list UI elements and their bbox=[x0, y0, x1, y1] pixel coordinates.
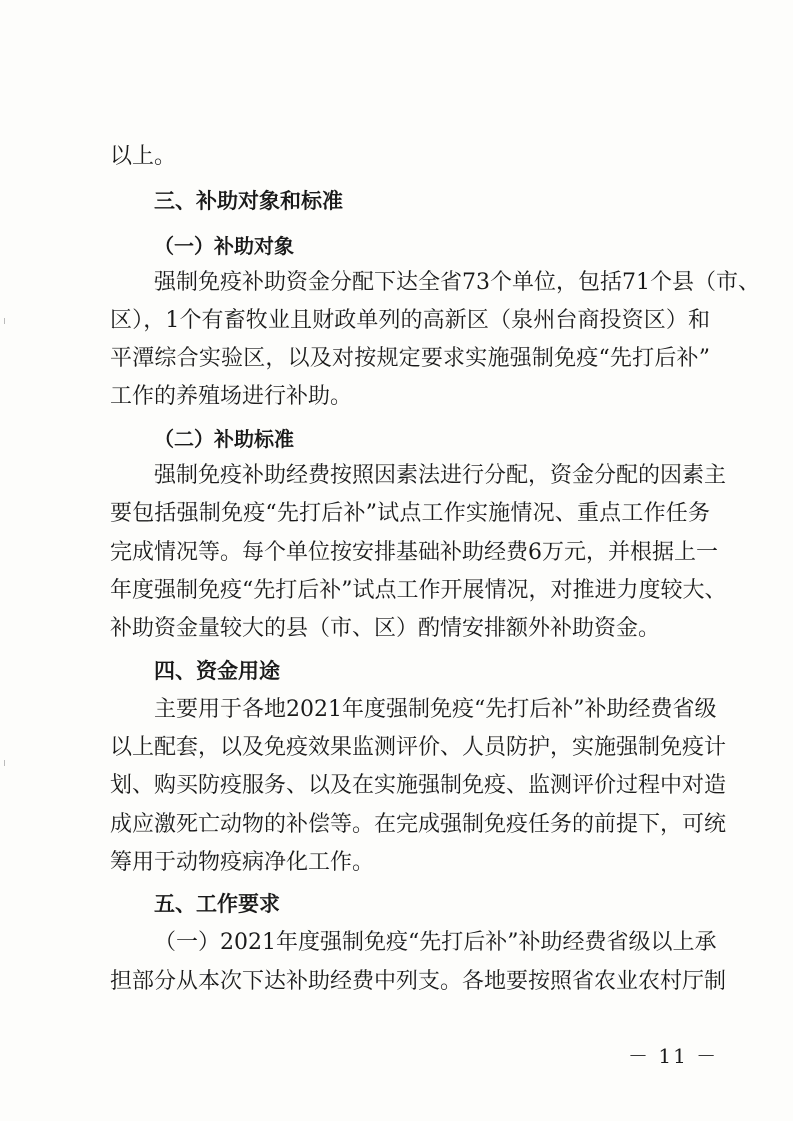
text-line: 筹用于动物疫病净化工作。 bbox=[110, 850, 375, 875]
scan-margin-mark bbox=[4, 318, 5, 324]
subsection-heading: （二）补助标准 bbox=[154, 427, 294, 451]
text-line: 平潭综合实验区，以及对按规定要求实施强制免疫“先打后补” bbox=[110, 346, 710, 371]
scan-margin-mark bbox=[4, 760, 5, 766]
section-heading: 五、工作要求 bbox=[154, 892, 280, 916]
text-line: 完成情况等。每个单位按安排基础补助经费6万元，并根据上一 bbox=[110, 540, 718, 565]
text-line: 要包括强制免疫“先打后补”试点工作实施情况、重点工作任务 bbox=[110, 501, 710, 526]
text-line: 成应激死亡动物的补偿等。在完成强制免疫任务的前提下，可统 bbox=[110, 812, 727, 837]
section-heading: 三、补助对象和标准 bbox=[154, 189, 343, 213]
page-number: － 11 － bbox=[628, 1044, 719, 1068]
text-line: 年度强制免疫“先打后补”试点工作开展情况，对推进力度较大、 bbox=[110, 578, 727, 603]
text-line: 主要用于各地2021年度强制免疫“先打后补”补助经费省级 bbox=[154, 697, 717, 722]
text-line: 划、购买防疫服务、以及在实施强制免疫、监测评价过程中对造 bbox=[110, 773, 727, 798]
subsection-heading: （一）补助对象 bbox=[154, 234, 294, 258]
section-heading: 四、资金用途 bbox=[154, 659, 280, 683]
text-line: 强制免疫补助经费按照因素法进行分配，资金分配的因素主 bbox=[154, 463, 727, 488]
text-line: 以上。 bbox=[110, 144, 177, 169]
text-line: 强制免疫补助资金分配下达全省73个单位，包括71个县（市、 bbox=[154, 270, 760, 295]
text-line: 以上配套，以及免疫效果监测评价、人员防护，实施强制免疫计 bbox=[110, 735, 727, 760]
text-line: 担部分从本次下达补助经费中列支。各地要按照省农业农村厅制 bbox=[110, 969, 727, 994]
text-line: 区），1个有畜牧业且财政单列的高新区（泉州台商投资区）和 bbox=[110, 308, 710, 333]
text-line: 补助资金量较大的县（市、区）酌情安排额外补助资金。 bbox=[110, 616, 661, 641]
text-line: 工作的养殖场进行补助。 bbox=[110, 384, 353, 409]
text-line: （一）2021年度强制免疫“先打后补”补助经费省级以上承 bbox=[154, 930, 717, 955]
